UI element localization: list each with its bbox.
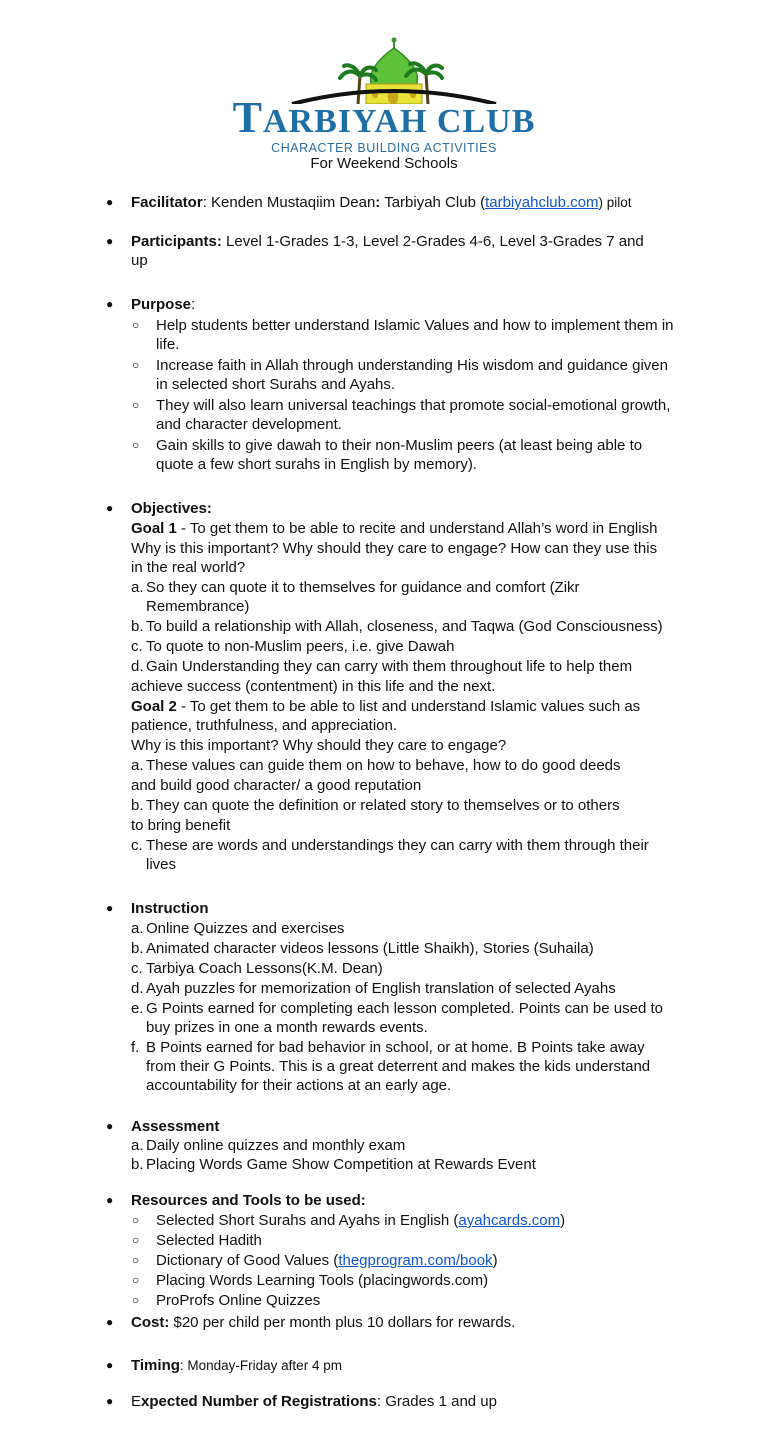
circle-icon: ○ <box>132 1273 140 1287</box>
participants-label: Participants: <box>131 233 222 250</box>
cost-section <box>106 1313 690 1332</box>
list-item: ○ They will also learn universal teachings that promote social-emotional growth, and character development. <box>132 397 671 433</box>
bullet-icon: ● <box>106 195 114 209</box>
objectives-label: Objectives: <box>131 500 212 517</box>
list-item: ○ Selected Short Surahs and Ayahs in English (ayahcards.com) <box>132 1212 566 1229</box>
circle-icon: ○ <box>132 398 140 412</box>
cost-label: Cost: <box>131 1314 170 1331</box>
list-item: ○ Gain skills to give dawah to their non-Muslim peers (at least being able to quote a few short surahs in English by memory). <box>132 437 643 473</box>
objectives-section: ● Objectives: Goal 1 - To get them to be able to recite and understand Allah’s word in English Why is this important? Why should they care to engage? How can they use this in the real world? a. So they can quote it to themselves for guidance and comfort (Zikr Remembrance) b. To build a relationship with Allah, closeness, and Taqwa (God Consciousness) c. To quote to non-Muslim peers, i.e. give Dawah d. Gain Understanding they can carry with them throughout life to help them achieve success (contentment) in this life and the next. Goal 2 - To get them to be able to list and understand Islamic values such as patience, truthfulness, and appreciation. Why is this important? Why should they care to engage? a. These values can guide them on how to behave, how to do good deeds and build good character/ a good reputation b. They can quote the definition or related story to themselves or to others to bring benefit c. These are words and understandings they can carry with them through their lives <box>106 500 663 873</box>
list-item: ○ Increase faith in Allah through understanding His wisdom and guidance given in selected short Surahs and Ayahs. <box>132 357 668 393</box>
registrations-section: ● Expected Number of Registrations: Grades 1 and up <box>106 1393 497 1410</box>
circle-icon: ○ <box>132 438 140 452</box>
bullet-icon: ● <box>106 297 114 311</box>
resources-section <box>106 1191 690 1311</box>
participants-section <box>106 232 650 270</box>
circle-icon: ○ <box>132 1213 140 1227</box>
goal2-label: Goal 2 <box>131 698 177 715</box>
circle-icon: ○ <box>132 1233 140 1247</box>
tagline: CHARACTER BUILDING ACTIVITIES <box>271 141 497 155</box>
cost-text: $20 per child per month plus 10 dollars for rewards. <box>169 1314 516 1331</box>
purpose-label: Purpose <box>131 296 192 313</box>
instruction-section: ● Instruction a. Online Quizzes and exercises b. Animated character videos lessons (Little Shaikh), Stories (Suhaila) c. Tarbiya Coach Lessons(K.M. Dean) d. Ayah puzzles for memorization of English translation of selected Ayahs e. G Points earned for completing each lesson completed. Points can be used to buy prizes in one a month rewards events. f. B Points earned for bad behavior in school, or at home. B Points take away from their G Points. This is a great deterrent and makes the kids understand accountability for their actions at an early age. <box>106 900 663 1094</box>
bullet-icon: ● <box>106 501 114 515</box>
purpose-section: ● Purpose: ○ Help students better understand Islamic Values and how to implement them in life. ○ Increase faith in Allah through understanding His wisdom and guidance given in selected short Surahs and Ayahs. ○ They will also learn universal teachings that promote social-emotional growth, and character development. ○ Gain skills to give dawah to their non-Muslim peers (at least being able to quote a few short surahs in English by memory). <box>110 295 680 476</box>
list-item: ○ ProProfs Online Quizzes <box>132 1292 321 1309</box>
timing-label: Timing <box>131 1357 180 1374</box>
assessment-label: Assessment <box>131 1118 220 1135</box>
goal1-label: Goal 1 <box>131 520 177 537</box>
list-item: ○ Dictionary of Good Values (thegprogram.com/book) <box>132 1252 498 1269</box>
subtitle: For Weekend Schools <box>310 155 458 172</box>
registrations-text: : Grades 1 and up <box>376 1393 497 1410</box>
circle-icon: ○ <box>132 358 140 372</box>
resources-label: Resources and Tools to be used: <box>131 1192 366 1209</box>
bullet-icon: ● <box>106 1119 114 1133</box>
bullet-icon: ● <box>106 1358 114 1372</box>
ayahcards-link[interactable]: ayahcards.com <box>458 1212 561 1229</box>
circle-icon: ○ <box>132 318 140 332</box>
registrations-label: xpected Number of Registrations <box>141 1393 377 1410</box>
thegprogram-link[interactable]: thegprogram.com/book <box>338 1252 493 1269</box>
list-item: ○ Selected Hadith <box>132 1232 262 1249</box>
list-item: ○ Help students better understand Islamic Values and how to implement them in life. <box>132 317 674 353</box>
bullet-icon: ● <box>106 1193 114 1207</box>
facilitator-name: : Kenden Mustaqiim Dean <box>202 194 376 211</box>
participants-text: Level 1-Grades 1-3, Level 2-Grades 4-6, Level 3-Grades 7 and up <box>131 233 644 269</box>
bullet-icon: ● <box>106 234 114 248</box>
assessment-section: ● Assessment a. Daily online quizzes and monthly exam b. Placing Words Game Show Competition at Rewards Event <box>106 1118 536 1173</box>
tarbiyahclub-link[interactable]: tarbiyahclub.com <box>485 194 599 211</box>
timing-text: : Monday-Friday after 4 pm <box>179 1358 342 1373</box>
instruction-label: Instruction <box>131 900 209 917</box>
bullet-icon: ● <box>106 1394 114 1408</box>
bullet-icon: ● <box>106 901 114 915</box>
facilitator-label: Facilitator <box>131 194 203 211</box>
brand-name: TARBIYAH CLUB <box>232 93 536 142</box>
timing-section <box>106 1356 690 1375</box>
facilitator-section: ● Facilitator: Kenden Mustaqiim Dean: Tarbiyah Club (tarbiyahclub.com) pilot <box>106 194 632 211</box>
circle-icon: ○ <box>132 1253 140 1267</box>
circle-icon: ○ <box>132 1293 140 1307</box>
bullet-icon: ● <box>106 1315 114 1329</box>
list-item: ○ Placing Words Learning Tools (placingwords.com) <box>132 1272 489 1289</box>
